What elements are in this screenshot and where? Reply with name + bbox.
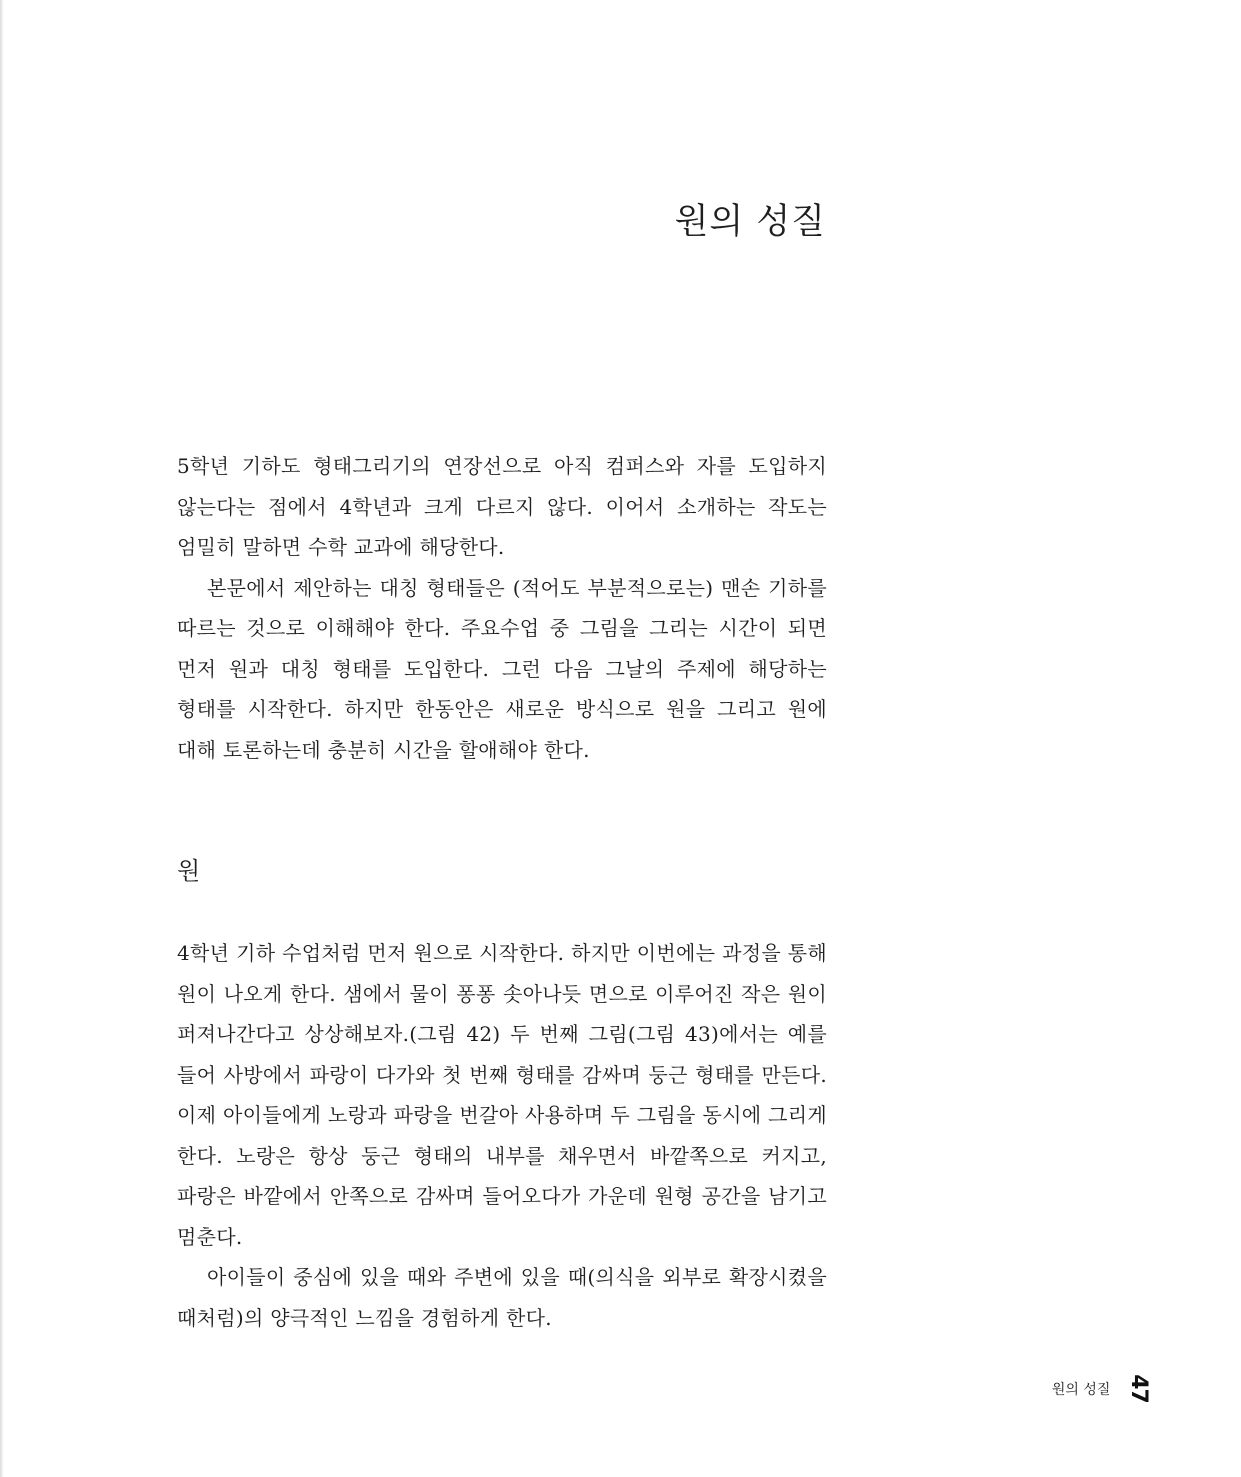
section-text [177, 933, 827, 1338]
page-edge-divider [0, 0, 3, 1477]
intro-paragraph: 5학년 기하도 형태그리기의 연장선으로 아직 컴퍼스와 자를 도입하지 않는다는 점에서 4학년과 크게 다르지 않다. 이어서 소개하는 작도는 엄밀히 말하면 수학 교과에 해당한다. [177, 454, 827, 559]
section-paragraph: 4학년 기하 수업처럼 먼저 원으로 시작한다. 하지만 이번에는 과정을 통해 원이 나오게 한다. 샘에서 물이 퐁퐁 솟아나듯 면으로 이루어진 작은 원이 퍼져나간다고 상상해보자.(그림 42) 두 번째 그림(그림 43)에서는 예를 들어 사방에서 파랑이 다가와 첫 번째 형태를 감싸며 둥근 형태를 만든다. 이제 아이들에게 노랑과 파랑을 번갈아 사용하며 두 그림을 동시에 그리게 한다. 노랑은 항상 둥근 형태의 내부를 채우면서 바깥쪽으로 커지고, 파랑은 바깥에서 안쪽으로 감싸며 들어오다가 가운데 원형 공간을 남기고 멈춘다. [177, 941, 827, 1249]
section-heading: 원 [177, 857, 201, 885]
page-footer [1052, 1376, 1153, 1401]
section-paragraph: 아이들이 중심에 있을 때와 주변에 있을 때(의식을 외부로 확장시켰을 때처럼)의 양극적인 느낌을 경험하게 한다. [177, 1265, 827, 1330]
running-head: 원의 성질 [1051, 1381, 1111, 1398]
page-number: 47 [1126, 1374, 1152, 1403]
page-title: 원의 성질 [674, 202, 826, 242]
intro-paragraph: 본문에서 제안하는 대칭 형태들은 (적어도 부분적으로는) 맨손 기하를 따르는 것으로 이해해야 한다. 주요수업 중 그림을 그리는 시간이 되면 먼저 원과 대칭 형태를 도입한다. 그런 다음 그날의 주제에 해당하는 형태를 시작한다. 하지만 한동안은 새로운 방식으로 원을 그리고 원에 대해 토론하는데 충분히 시간을 할애해야 한다. [177, 575, 827, 762]
intro-text [177, 446, 827, 770]
